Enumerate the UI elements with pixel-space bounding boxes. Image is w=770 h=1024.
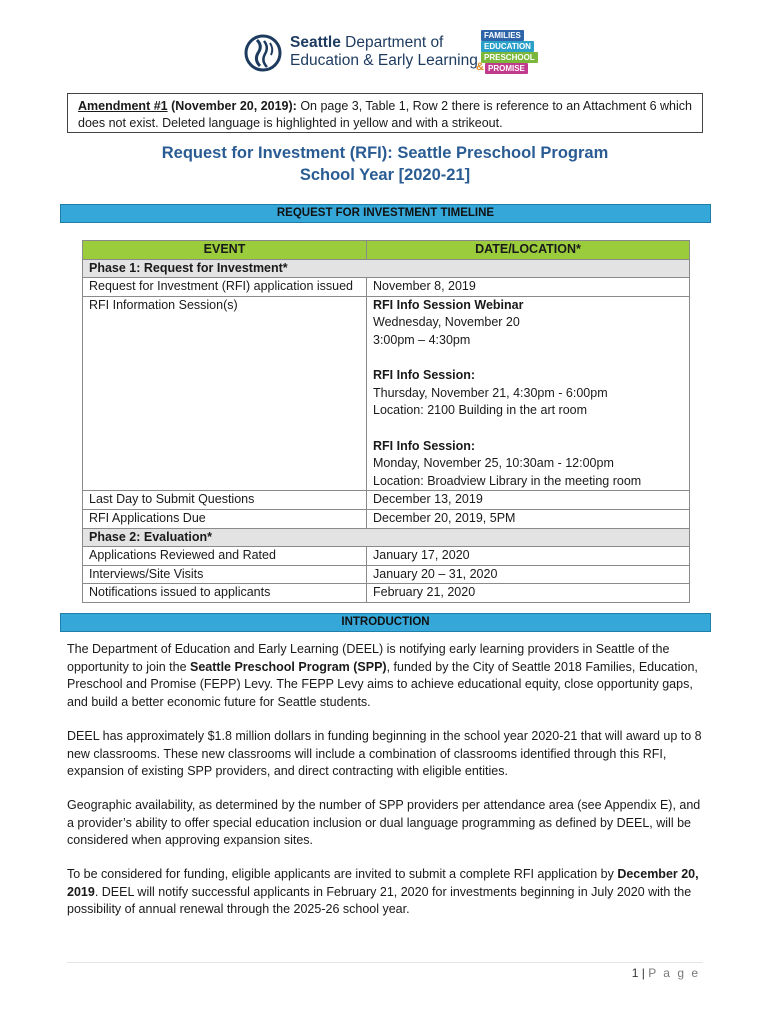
table-row: Interviews/Site Visits January 20 – 31, 2020 bbox=[83, 565, 690, 584]
intro-paragraph: The Department of Education and Early Learning (DEEL) is notifying early learning providers in Seattle of the opportunity to join the Seattle Preschool Program (SPP), funded by the City of Seattle 2018 Families, Education, Preschool and Promise (FEPP) Levy. The FEPP Levy aims to achieve educational equity, close opportunity gaps, and build a better economic future for Seattle students. bbox=[67, 642, 698, 709]
page-footer: 1 | P a g e bbox=[631, 966, 700, 980]
amendment-notice: Amendment #1 (November 20, 2019): On page 3, Table 1, Row 2 there is reference to an Attachment 6 which does not exist. Deleted language is highlighted in yellow and with a strikeout. bbox=[67, 93, 703, 133]
table-row: Last Day to Submit Questions December 13, 2019 bbox=[83, 491, 690, 510]
column-header-event: EVENT bbox=[83, 241, 367, 260]
table-row: Applications Reviewed and Rated January 17, 2020 bbox=[83, 547, 690, 566]
phase-row: Phase 1: Request for Investment* bbox=[83, 259, 690, 278]
timeline-banner: REQUEST FOR INVESTMENT TIMELINE bbox=[60, 204, 711, 223]
table-row: Notifications issued to applicants February 21, 2020 bbox=[83, 584, 690, 603]
table-row: Request for Investment (RFI) application issued November 8, 2019 bbox=[83, 278, 690, 297]
intro-paragraph: To be considered for funding, eligible applicants are invited to submit a complete RFI application by December 20, 2019. DEEL will notify successful applicants in February 21, 2020 for investments beginning in July 2020 with the possibility of annual renewal through the 2025-26 school year. bbox=[67, 867, 699, 917]
org-name: Seattle Department of Education & Early Learning bbox=[290, 34, 478, 69]
table-row: RFI Information Session(s) RFI Info Session Webinar Wednesday, November 20 3:00pm – 4:30pm RFI Info Session: Thursday, November 21, 4:30pm - 6:00pm Location: 2100 Building in the art room RFI Info Session: Monday, November 25, 10:30am - 12:00pm Location: Broadview Library in the meeting room bbox=[83, 296, 690, 491]
column-header-date: DATE/LOCATION* bbox=[367, 241, 690, 260]
header-logos bbox=[244, 30, 544, 78]
introduction-banner: INTRODUCTION bbox=[60, 613, 711, 632]
table-header-row bbox=[83, 241, 690, 260]
phase-row: Phase 2: Evaluation* bbox=[83, 528, 690, 547]
fepp-levy-logo: FAMILIES EDUCATION PRESCHOOL PROMISE & bbox=[481, 30, 539, 76]
seattle-seal-icon bbox=[244, 32, 282, 74]
sessions-cell: RFI Info Session Webinar Wednesday, November 20 3:00pm – 4:30pm RFI Info Session: Thursday, November 21, 4:30pm - 6:00pm Location: 2100 Building in the art room RFI Info Session: Monday, November 25, 10:30am - 12:00pm Location: Broadview Library in the meeting room bbox=[367, 296, 690, 491]
intro-paragraph: DEEL has approximately $1.8 million dollars in funding beginning in the school year 2020-21 that will award up to 8 new classrooms. These new classrooms will include a combination of classrooms identified through this RFI, expansion of existing SPP providers, and direct contracting with eligible entities. bbox=[67, 729, 702, 779]
page-title: Request for Investment (RFI): Seattle Preschool Program bbox=[161, 144, 609, 162]
intro-paragraph: Geographic availability, as determined by the number of SPP providers per attendance area (see Appendix E), and a provider’s ability to offer special education inclusion or dual language programming as defined by DEEL, will be considered when approving expansion sites. bbox=[67, 798, 701, 848]
timeline-table bbox=[82, 240, 690, 603]
footer-divider bbox=[67, 962, 703, 963]
table-row: RFI Applications Due December 20, 2019, 5PM bbox=[83, 509, 690, 528]
page-subtitle: School Year [2020-21] bbox=[299, 166, 471, 184]
